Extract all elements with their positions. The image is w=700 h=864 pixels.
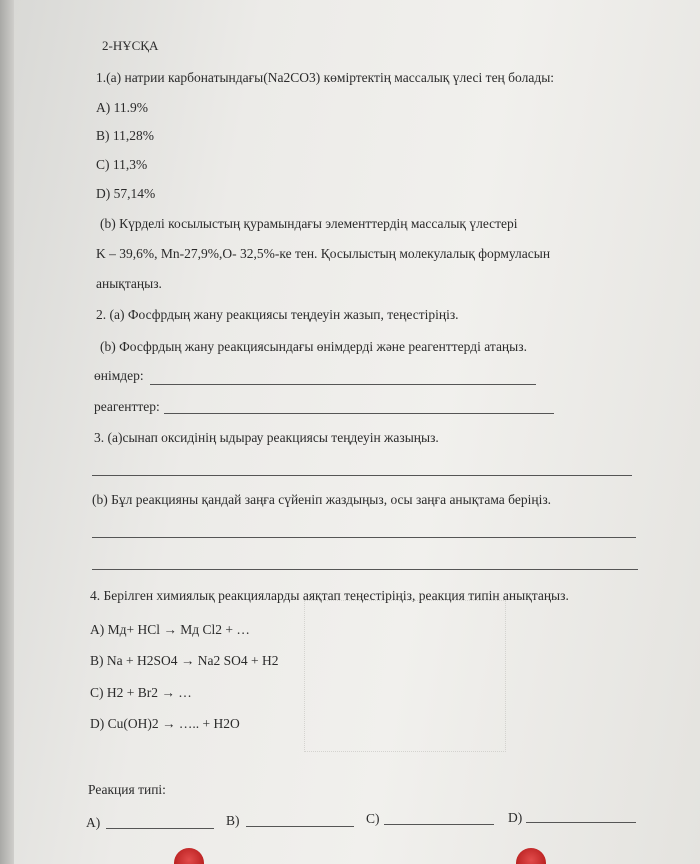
q1-b-line3: анықтаңыз. (96, 276, 162, 291)
reaction-type-label: Реакция типі: (88, 782, 166, 797)
q2-a-text: 2. (а) Фосфрдың жану реакциясы теңдеуін жазып, теңестіріңіз. (96, 307, 459, 322)
q3-a-answer-line[interactable] (92, 475, 632, 476)
binder-ring-left (174, 848, 204, 864)
answer-line-a[interactable] (106, 828, 214, 829)
answer-line-b[interactable] (246, 826, 354, 827)
q3-a-text: 3. (а)сынап оксидінің ыдырау реакциясы теңдеуін жазыңыз. (94, 430, 439, 445)
reaction-b: B) Na + H2SO4 → Na2 SO4 + H2 (90, 653, 279, 668)
reaction-c: C) H2 + Br2 → … (90, 685, 192, 700)
q3-b-text: (b) Бұл реакцияны қандай заңға сүйеніп жаздыңыз, осы заңға анықтама беріңіз. (92, 492, 552, 507)
answer-line-d[interactable] (526, 822, 636, 823)
q1-option-d: D) 57,14% (96, 186, 156, 201)
q2-b-text: (b) Фосфрдың жану реакциясындағы өнімдерді және реагенттерді атаңыз. (100, 339, 527, 354)
reaction-d: D) Cu(OH)2 → ….. + H2O (90, 716, 240, 731)
q1-option-c: C) 11,3% (96, 157, 148, 172)
worksheet-page (14, 0, 700, 864)
answer-label-c: C) (366, 811, 380, 826)
variant-title: 2-НҰСҚА (102, 38, 159, 53)
answer-label-d: D) (508, 810, 523, 825)
q1-option-a: A) 11.9% (96, 100, 148, 115)
q1-b-line2: K – 39,6%, Mn-27,9%,O- 32,5%-ке тен. Қосылыстың молекулалық формуласын (96, 246, 551, 261)
answer-line-c[interactable] (384, 824, 494, 825)
page-edge (0, 0, 14, 864)
q1-option-b: B) 11,28% (96, 128, 154, 143)
q1-a-text: 1.(a) натрии карбонатындағы(Na2CO3) көміртектің массалық үлесі тең болады: (96, 70, 555, 85)
products-label: өнімдер: (94, 368, 144, 383)
binder-ring-right (516, 848, 546, 864)
reagents-answer-line[interactable] (164, 413, 554, 414)
reaction-a: A) Мд+ HCl → Мд Cl2 + … (90, 622, 250, 637)
answer-label-b: B) (226, 813, 240, 828)
q3-b-answer-line-1[interactable] (92, 537, 636, 538)
q3-b-answer-line-2[interactable] (92, 569, 638, 570)
answer-label-a: A) (86, 815, 101, 830)
bleed-through-box (304, 600, 506, 752)
reagents-label: реагенттер: (94, 399, 160, 414)
products-answer-line[interactable] (150, 384, 536, 385)
q1-b-line1: (b) Күрделі косылыстың қурамындағы элементтердің массалық үлестері (100, 216, 518, 231)
q4-text: 4. Берілген химиялық реакцияларды аяқтап теңестіріңіз, реакция типін анықтаңыз. (90, 588, 569, 603)
